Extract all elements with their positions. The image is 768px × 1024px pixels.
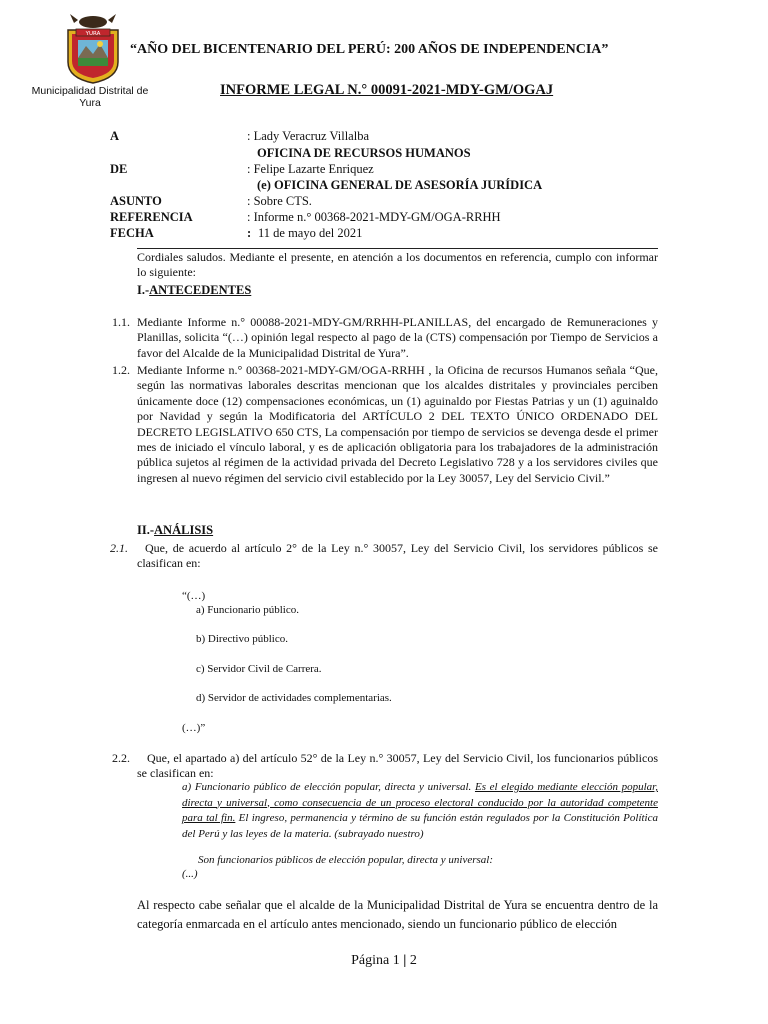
section-1-title: ANTECEDENTES	[149, 283, 252, 297]
report-title: INFORME LEGAL N.° 00091-2021-MDY-GM/OGAJ	[220, 82, 554, 98]
section-1-heading	[137, 283, 251, 298]
list-item-b: b) Directivo público.	[196, 633, 288, 645]
page-word: Página	[351, 953, 390, 968]
year-motto: “AÑO DEL BICENTENARIO DEL PERÚ: 200 AÑOS DE INDEPENDENCIA”	[130, 42, 609, 57]
item-2-2-text: Que, el apartado a) del artículo 52° de la Ley n.° 30057, Ley del Servicio Civil, los funcionarios públicos se clasifican en:	[137, 751, 658, 781]
item-2-2-number: 2.2.	[112, 751, 130, 765]
quote-2-line2: Son funcionarios públicos de elección popular, directa y universal:	[198, 854, 494, 866]
item-1-2-number: 1.2.	[112, 363, 130, 377]
logo-text: YURA	[85, 31, 101, 37]
item-1-2-text: Mediante Informe n.° 00368-2021-MDY-GM/OGA-RRHH , la Oficina de recursos Humanos señala “Que, según las normativas laborales descritas mencionan que los alcaldes distritales y provinciales perciben únicamente doce (12) compensaciones económicas, un (1) aguinaldo por Fiestas Patrias y un (1) aguinaldo por Navidad y según la Modificatoria del ARTÍCULO 2 DEL TEXTO ÚNICO ORDENADO DEL DECRETO LEGISLATIVO 650 CTS, La compensación por tiempo de servicios se devenga desde el primer mes de iniciado el vínculo laboral, y es de aplicación obligatoria para los trabajadores de la administración pública sujetos al régimen de la actividad privada del Decreto Legislativo 728 y a los servidores civiles que ingresen al nuevo régimen del servicio civil establecido por la Ley 30057, Ley del Servicio Civil.”	[137, 363, 658, 485]
item-2-1-text: Que, de acuerdo al artículo 2° de la Ley n.° 30057, Ley del Servicio Civil, los servidores públicos se clasifican en:	[137, 541, 658, 571]
section-1-prefix: I.-	[137, 283, 150, 297]
closing-paragraph: Al respecto cabe señalar que el alcalde de la Municipalidad Distrital de Yura se encuentra dentro de la categoría enmarcada en el artículo antes mencionado, siendo un funcionario público de elección	[137, 898, 658, 931]
field-de-office: (e) OFICINA GENERAL DE ASESORÍA JURÍDICA	[257, 178, 543, 192]
municipality-coat-of-arms-logo	[60, 14, 126, 84]
page-separator: |	[403, 953, 407, 968]
quote-2-rest: El ingreso, permanencia y término de su función están regulados por la Constitución Política del Perú y las leyes de la materia. (subrayado nuestro)	[182, 812, 658, 840]
section-2-heading	[137, 523, 213, 538]
page-footer	[0, 953, 768, 969]
page-number: 1	[392, 953, 400, 968]
page-total: 2	[409, 953, 417, 968]
section-2-title: ANÁLISIS	[154, 523, 214, 537]
quote-2-underlined: Es el elegido mediante elección popular, directa y universal, como consecuencia de un proceso electoral conducido por la autoridad competente para tal fin.	[182, 781, 658, 824]
section-2-prefix: II.-	[137, 523, 155, 537]
field-a-office: OFICINA DE RECURSOS HUMANOS	[257, 146, 471, 160]
quote-close: (…)”	[182, 722, 206, 734]
quote-open: “(…)	[182, 590, 206, 602]
item-2-1-number: 2.1.	[110, 541, 128, 555]
item-1-1-text: Mediante Informe n.° 00088-2021-MDY-GM/RRHH-PLANILLAS, del encargado de Remuneraciones y Planillas, solicita “(…) opinión legal respecto al pago de la (CTS) compensación por Tiempo de Servicios a favor del Alcalde de la Municipalidad Distrital de Yura”.	[137, 315, 658, 360]
field-fecha-colon: :	[247, 226, 252, 240]
municipality-label: Municipalidad Distrital de Yura	[31, 85, 149, 109]
list-item-a: a) Funcionario público.	[196, 604, 299, 616]
field-de-name: : Felipe Lazarte Enriquez	[247, 162, 374, 176]
field-referencia-value: : Informe n.° 00368-2021-MDY-GM/OGA-RRHH	[247, 210, 501, 224]
field-de-label: DE	[110, 162, 128, 176]
field-fecha-label: FECHA	[110, 226, 154, 240]
quote-2-ellipsis: (...)	[182, 868, 198, 880]
field-a-label: A	[110, 129, 120, 143]
field-fecha-value: 11 de mayo del 2021	[258, 226, 363, 240]
field-asunto-value: : Sobre CTS.	[247, 194, 312, 208]
greeting-paragraph: Cordiales saludos. Mediante el presente, en atención a los documentos en referencia, cumplo con informar lo siguiente:	[137, 250, 658, 280]
quoted-article-52	[182, 780, 658, 842]
item-1-1-number: 1.1.	[112, 315, 130, 329]
header-divider	[137, 248, 658, 249]
field-referencia-label: REFERENCIA	[110, 210, 193, 224]
field-asunto-label: ASUNTO	[110, 194, 162, 208]
list-item-c: c) Servidor Civil de Carrera.	[196, 663, 322, 675]
quote-2-part-a: a) Funcionario público de elección popular, directa y universal.	[182, 781, 472, 793]
list-item-d: d) Servidor de actividades complementarias.	[196, 692, 392, 704]
field-a-name: : Lady Veracruz Villalba	[247, 129, 370, 143]
